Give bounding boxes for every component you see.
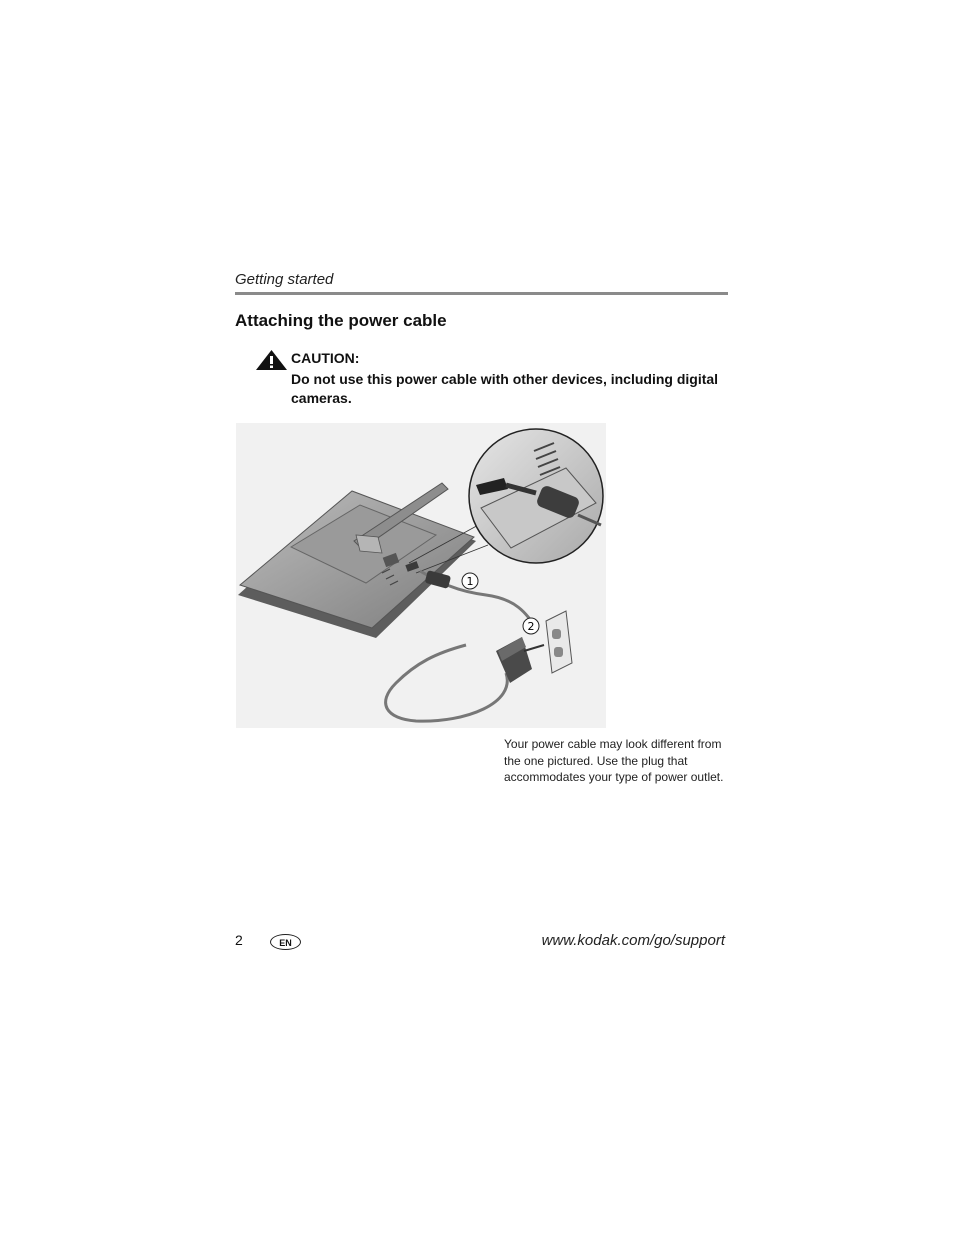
svg-text:1: 1 <box>466 575 474 588</box>
section-header: Getting started <box>235 271 334 288</box>
power-cable-illustration <box>236 423 606 728</box>
callout-1 <box>462 573 478 589</box>
header-divider <box>235 292 728 295</box>
page-title: Attaching the power cable <box>235 311 447 330</box>
callout-2 <box>523 618 539 634</box>
page-number: 2 <box>235 932 243 948</box>
language-badge: EN <box>270 934 301 950</box>
svg-text:2: 2 <box>527 620 535 633</box>
figure-caption: Your power cable may look different from the one pictured. Use the plug that accommodates your type of power outlet. <box>504 737 724 784</box>
warning-icon <box>255 349 288 371</box>
caution-text: Do not use this power cable with other devices, including digital cameras. <box>291 371 719 406</box>
support-url[interactable]: www.kodak.com/go/support <box>541 932 725 949</box>
caution-label: CAUTION: <box>291 350 360 366</box>
